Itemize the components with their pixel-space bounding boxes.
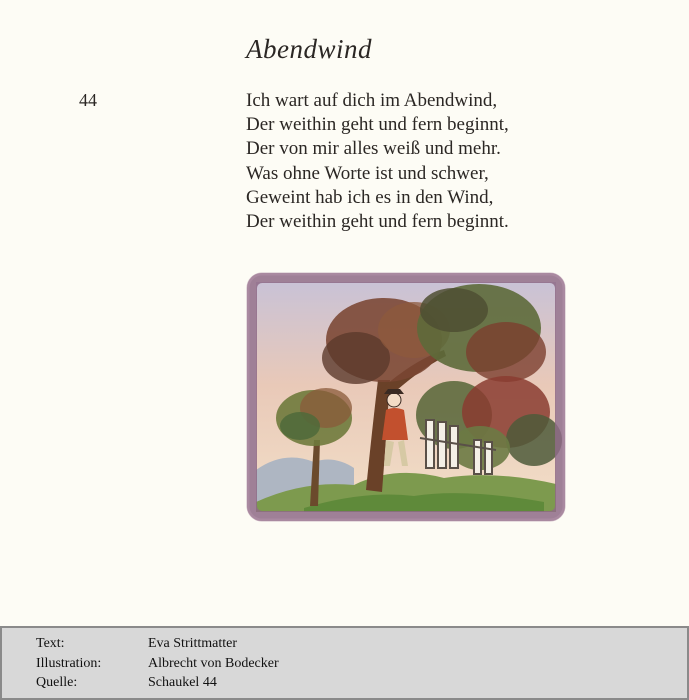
credit-label: Quelle: [36,675,78,690]
credit-value: Eva Strittmatter [148,636,238,651]
credit-value: Schaukel 44 [148,675,217,690]
credit-label: Illustration: [36,656,102,671]
poem-title: Abendwind [246,34,372,64]
poem-line: Geweint hab ich es in den Wind, [246,186,494,208]
poem-line: Ich wart auf dich im Abendwind, [246,90,498,111]
credit-value: Albrecht von Bodecker [148,656,279,671]
poem-line: Der weithin geht und fern beginnt. [246,211,509,233]
poem-line: Was ohne Worte ist und schwer, [246,162,489,184]
credits-footer [0,626,689,700]
poem-line: Der weithin geht und fern beginnt, [246,114,509,136]
poem-stanza [246,89,509,234]
page-number: 44 [79,90,97,110]
watercolor-illustration [244,270,568,524]
credit-label: Text: [36,636,65,651]
poem-line: Der von mir alles weiß und mehr. [246,138,501,160]
